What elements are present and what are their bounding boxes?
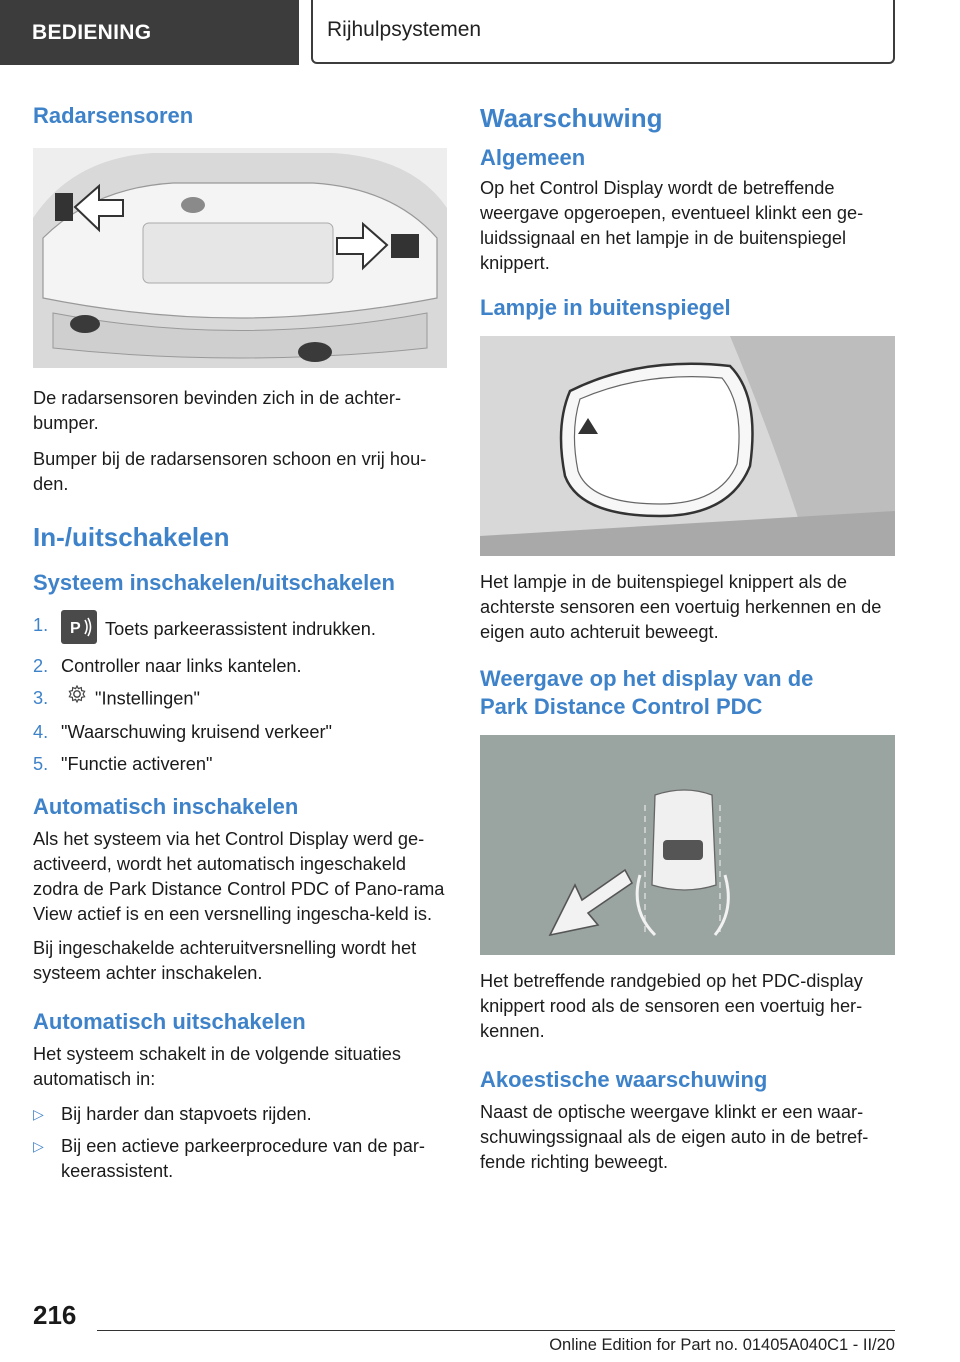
step-text: "Functie activeren" [61, 754, 213, 774]
list-item [33, 1102, 447, 1127]
pdc-display-paragraph: Het betreffende randgebied op het PDC-display knippert rood als de sensoren een voertuig her-kennen. [480, 971, 863, 1041]
triangle-bullet-icon: ▷ [33, 1106, 44, 1122]
general-paragraph: Op het Control Display wordt de betreffende weergave opgeroepen, eventueel klinkt een ge-luidssignaal en het lampje in de buitenspiegel knippert. [480, 178, 864, 273]
list-item [33, 720, 447, 745]
step-number: 4. [33, 722, 49, 742]
radar-paragraph-1: De radarsensoren bevinden zich in de achter-bumper. [33, 388, 402, 433]
auto-on-heading: Automatisch inschakelen [33, 794, 299, 819]
radar-paragraph-2: Bumper bij de radarsensoren schoon en vrij hou-den. [33, 449, 427, 494]
step-text: "Waarschuwing kruisend verkeer" [61, 722, 333, 742]
pdc-display-heading-line-2: Park Distance Control PDC [480, 694, 763, 719]
step-text: Toets parkeerassistent indrukken. [105, 618, 376, 639]
step-number: 2. [33, 656, 49, 676]
list-item [33, 654, 447, 679]
mirror-lamp-paragraph: Het lampje in de buitenspiegel knippert als de achterste sensoren een voertuig herkennen en de eigen auto achteruit beweegt. [480, 572, 882, 642]
system-onoff-heading: Systeem inschakelen/uitschakelen [33, 570, 395, 595]
steps-list [33, 613, 447, 777]
onoff-heading: In-/uitschakelen [33, 522, 230, 552]
list-item [33, 686, 447, 713]
pdc-display-heading [480, 665, 895, 721]
park-assist-button-icon [61, 610, 97, 644]
bullet-list [33, 1102, 447, 1184]
side-mirror-image [480, 336, 895, 556]
svg-text:P: P [70, 620, 81, 637]
section-tab: BEDIENING [0, 0, 299, 65]
auto-on-paragraph-2: Bij ingeschakelde achteruitversnelling wordt het systeem achter inschakelen. [33, 938, 417, 983]
auto-off-heading: Automatisch uitschakelen [33, 1009, 306, 1034]
edition-footer: Online Edition for Part no. 01405A040C1 - II/20 [549, 1336, 895, 1354]
step-number: 5. [33, 754, 49, 774]
pdc-display-heading-line-1: Weergave op het display van de [480, 666, 814, 691]
warning-heading: Waarschuwing [480, 103, 663, 133]
bullet-text: Bij harder dan stapvoets rijden. [61, 1104, 312, 1124]
settings-gear-icon [67, 684, 87, 711]
radar-heading: Radarsensoren [33, 103, 194, 128]
acoustic-warning-heading: Akoestische waarschuwing [480, 1067, 768, 1092]
step-text: Controller naar links kantelen. [61, 656, 302, 676]
page-number: 216 [33, 1300, 77, 1330]
left-column [33, 100, 447, 1191]
bullet-text: Bij een actieve parkeerprocedure van de par-keerassistent. [61, 1136, 425, 1181]
list-item [33, 752, 447, 777]
list-item [33, 1134, 447, 1184]
mirror-lamp-heading: Lampje in buitenspiegel [480, 295, 731, 320]
step-number: 3. [33, 688, 49, 708]
right-column [480, 100, 895, 1175]
rear-bumper-radar-image [33, 148, 447, 368]
triangle-bullet-icon: ▷ [33, 1138, 44, 1154]
list-item [33, 613, 447, 647]
pdc-display-image [480, 735, 895, 955]
footer-divider [97, 1330, 895, 1331]
topic-tab: Rijhulpsystemen [311, 0, 895, 64]
step-text: "Instellingen" [95, 688, 200, 709]
auto-off-paragraph: Het systeem schakelt in de volgende situaties automatisch in: [33, 1044, 401, 1089]
acoustic-warning-paragraph: Naast de optische weergave klinkt er een waar-schuwingssignaal als de eigen auto in de betref-fende richting beweegt. [480, 1102, 869, 1172]
general-heading: Algemeen [480, 145, 586, 170]
step-number: 1. [33, 615, 49, 635]
auto-on-paragraph-1: Als het systeem via het Control Display werd ge-activeerd, wordt het automatisch ingeschakeld zodra de Park Distance Control PDC of Pano-rama View actief is en een versnelling ingescha-keld is. [33, 829, 445, 924]
